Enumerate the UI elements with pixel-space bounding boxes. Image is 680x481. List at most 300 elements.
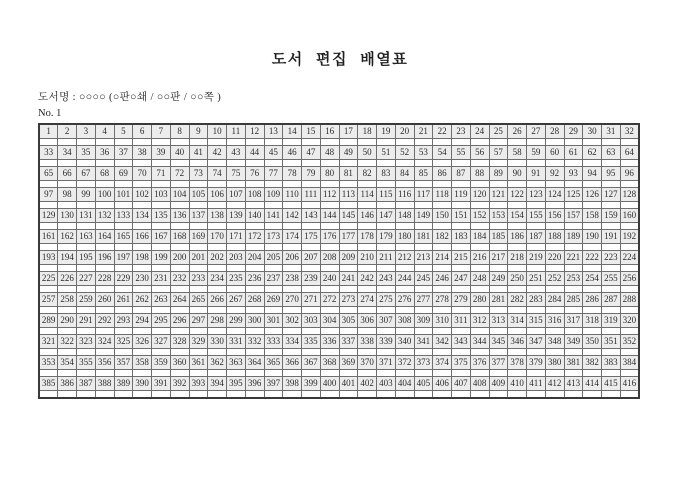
grid-cell: 62	[583, 146, 602, 160]
grid-cell: 177	[339, 230, 358, 244]
spacer-cell	[545, 181, 564, 188]
grid-cell: 254	[583, 272, 602, 286]
spacer-cell	[227, 181, 246, 188]
spacer-cell	[433, 139, 452, 146]
spacer-cell	[302, 328, 321, 335]
grid-cell: 394	[208, 377, 227, 391]
grid-cell: 268	[245, 293, 264, 307]
spacer-cell	[302, 265, 321, 272]
grid-cell: 214	[433, 251, 452, 265]
grid-cell: 359	[152, 356, 171, 370]
spacer-cell	[339, 286, 358, 293]
spacer-cell	[114, 391, 133, 398]
grid-cell: 194	[58, 251, 77, 265]
grid-cell: 231	[152, 272, 171, 286]
grid-cell: 227	[77, 272, 96, 286]
spacer-cell	[602, 307, 621, 314]
grid-cell: 49	[339, 146, 358, 160]
spacer-cell	[320, 328, 339, 335]
grid-cell: 170	[208, 230, 227, 244]
spacer-cell	[283, 265, 302, 272]
spacer-cell	[452, 139, 471, 146]
grid-cell: 256	[620, 272, 639, 286]
grid-cell: 379	[527, 356, 546, 370]
spacer-cell	[39, 328, 58, 335]
spacer-row	[39, 244, 639, 251]
grid-cell: 72	[170, 167, 189, 181]
spacer-cell	[208, 139, 227, 146]
spacer-cell	[264, 223, 283, 230]
spacer-cell	[508, 265, 527, 272]
table-row	[39, 188, 639, 202]
grid-cell: 276	[395, 293, 414, 307]
grid-cell: 310	[433, 314, 452, 328]
grid-cell: 262	[133, 293, 152, 307]
grid-cell: 416	[620, 377, 639, 391]
spacer-cell	[452, 391, 471, 398]
spacer-cell	[189, 244, 208, 251]
grid-cell: 275	[377, 293, 396, 307]
grid-cell: 130	[58, 209, 77, 223]
grid-cell: 185	[489, 230, 508, 244]
spacer-cell	[620, 139, 639, 146]
grid-cell: 68	[95, 167, 114, 181]
spacer-cell	[114, 181, 133, 188]
spacer-cell	[170, 223, 189, 230]
grid-cell: 135	[152, 209, 171, 223]
grid-cell: 167	[152, 230, 171, 244]
spacer-cell	[170, 328, 189, 335]
grid-cell: 78	[283, 167, 302, 181]
spacer-cell	[208, 202, 227, 209]
spacer-cell	[208, 391, 227, 398]
spacer-cell	[170, 139, 189, 146]
spacer-cell	[114, 328, 133, 335]
grid-cell: 100	[95, 188, 114, 202]
spacer-cell	[227, 307, 246, 314]
spacer-cell	[620, 328, 639, 335]
spacer-cell	[358, 307, 377, 314]
spacer-cell	[245, 391, 264, 398]
grid-cell: 32	[620, 124, 639, 139]
grid-cell: 293	[114, 314, 133, 328]
spacer-cell	[414, 349, 433, 356]
grid-cell: 376	[470, 356, 489, 370]
spacer-cell	[377, 328, 396, 335]
grid-cell: 292	[95, 314, 114, 328]
grid-cell: 306	[358, 314, 377, 328]
grid-cell: 267	[227, 293, 246, 307]
spacer-cell	[133, 181, 152, 188]
spacer-cell	[152, 181, 171, 188]
spacer-cell	[227, 265, 246, 272]
spacer-cell	[602, 139, 621, 146]
spacer-cell	[602, 181, 621, 188]
grid-cell: 353	[39, 356, 58, 370]
spacer-cell	[264, 307, 283, 314]
spacer-cell	[227, 286, 246, 293]
spacer-cell	[95, 223, 114, 230]
spacer-cell	[39, 202, 58, 209]
grid-cell: 406	[433, 377, 452, 391]
grid-cell: 298	[208, 314, 227, 328]
spacer-cell	[377, 181, 396, 188]
grid-cell: 5	[114, 124, 133, 139]
spacer-cell	[152, 370, 171, 377]
spacer-cell	[489, 370, 508, 377]
spacer-cell	[283, 202, 302, 209]
spacer-cell	[283, 307, 302, 314]
grid-cell: 26	[508, 124, 527, 139]
grid-cell: 147	[377, 209, 396, 223]
spacer-cell	[245, 202, 264, 209]
grid-cell: 278	[433, 293, 452, 307]
grid-cell: 191	[602, 230, 621, 244]
grid-cell: 195	[77, 251, 96, 265]
grid-cell: 240	[320, 272, 339, 286]
spacer-cell	[433, 223, 452, 230]
spacer-cell	[114, 265, 133, 272]
spacer-cell	[283, 370, 302, 377]
spacer-cell	[620, 244, 639, 251]
spacer-cell	[545, 328, 564, 335]
grid-cell: 44	[245, 146, 264, 160]
grid-cell: 183	[452, 230, 471, 244]
grid-cell: 120	[470, 188, 489, 202]
grid-cell: 282	[508, 293, 527, 307]
grid-cell: 313	[489, 314, 508, 328]
grid-cell: 75	[227, 167, 246, 181]
grid-cell: 241	[339, 272, 358, 286]
spacer-cell	[339, 160, 358, 167]
spacer-cell	[339, 244, 358, 251]
spacer-cell	[620, 202, 639, 209]
grid-cell: 34	[58, 146, 77, 160]
spacer-cell	[170, 244, 189, 251]
grid-cell: 304	[320, 314, 339, 328]
grid-cell: 216	[470, 251, 489, 265]
grid-cell: 380	[545, 356, 564, 370]
spacer-cell	[39, 286, 58, 293]
grid-cell: 365	[264, 356, 283, 370]
grid-cell: 81	[339, 167, 358, 181]
grid-cell: 249	[489, 272, 508, 286]
grid-cell: 103	[152, 188, 171, 202]
spacer-cell	[189, 160, 208, 167]
spacer-cell	[133, 307, 152, 314]
spacer-cell	[489, 244, 508, 251]
grid-cell: 97	[39, 188, 58, 202]
grid-cell: 50	[358, 146, 377, 160]
spacer-cell	[264, 328, 283, 335]
spacer-cell	[564, 370, 583, 377]
grid-cell: 37	[114, 146, 133, 160]
grid-cell: 363	[227, 356, 246, 370]
grid-cell: 399	[302, 377, 321, 391]
spacer-cell	[602, 202, 621, 209]
grid-cell: 269	[264, 293, 283, 307]
grid-cell: 339	[377, 335, 396, 349]
spacer-cell	[245, 349, 264, 356]
spacer-row	[39, 391, 639, 398]
spacer-cell	[302, 391, 321, 398]
spacer-cell	[77, 370, 96, 377]
grid-cell: 397	[264, 377, 283, 391]
spacer-cell	[527, 244, 546, 251]
spacer-cell	[395, 202, 414, 209]
spacer-cell	[508, 139, 527, 146]
spacer-cell	[339, 370, 358, 377]
spacer-cell	[245, 328, 264, 335]
grid-cell: 52	[395, 146, 414, 160]
grid-cell: 160	[620, 209, 639, 223]
grid-cell: 208	[320, 251, 339, 265]
grid-cell: 220	[545, 251, 564, 265]
grid-cell: 364	[245, 356, 264, 370]
spacer-cell	[95, 244, 114, 251]
grid-cell: 212	[395, 251, 414, 265]
spacer-cell	[39, 139, 58, 146]
spacer-cell	[208, 181, 227, 188]
grid-cell: 415	[602, 377, 621, 391]
grid-cell: 354	[58, 356, 77, 370]
spacer-cell	[583, 181, 602, 188]
spacer-cell	[452, 244, 471, 251]
spacer-cell	[620, 370, 639, 377]
spacer-cell	[414, 286, 433, 293]
grid-cell: 111	[302, 188, 321, 202]
grid-cell: 22	[433, 124, 452, 139]
grid-cell: 200	[170, 251, 189, 265]
spacer-cell	[377, 202, 396, 209]
spacer-cell	[470, 370, 489, 377]
grid-cell: 331	[227, 335, 246, 349]
spacer-cell	[170, 181, 189, 188]
grid-cell: 80	[320, 167, 339, 181]
spacer-cell	[320, 160, 339, 167]
spacer-cell	[170, 160, 189, 167]
spacer-cell	[489, 202, 508, 209]
grid-cell: 202	[208, 251, 227, 265]
spacer-cell	[227, 202, 246, 209]
grid-cell: 395	[227, 377, 246, 391]
spacer-cell	[283, 286, 302, 293]
grid-cell: 341	[414, 335, 433, 349]
spacer-cell	[152, 244, 171, 251]
grid-cell: 250	[508, 272, 527, 286]
grid-cell: 332	[245, 335, 264, 349]
grid-cell: 45	[264, 146, 283, 160]
spacer-cell	[58, 370, 77, 377]
grid-cell: 39	[152, 146, 171, 160]
grid-cell: 318	[583, 314, 602, 328]
grid-cell: 291	[77, 314, 96, 328]
spacer-cell	[208, 160, 227, 167]
spacer-cell	[339, 223, 358, 230]
grid-cell: 348	[545, 335, 564, 349]
spacer-cell	[339, 202, 358, 209]
grid-cell: 65	[39, 167, 58, 181]
grid-cell: 48	[320, 146, 339, 160]
spacer-cell	[545, 307, 564, 314]
spacer-cell	[452, 223, 471, 230]
spacer-cell	[564, 160, 583, 167]
grid-cell: 140	[245, 209, 264, 223]
spacer-cell	[489, 181, 508, 188]
spacer-row	[39, 307, 639, 314]
table-row	[39, 272, 639, 286]
spacer-cell	[620, 349, 639, 356]
grid-cell: 63	[602, 146, 621, 160]
grid-cell: 176	[320, 230, 339, 244]
spacer-cell	[377, 223, 396, 230]
grid-cell: 94	[583, 167, 602, 181]
spacer-cell	[414, 160, 433, 167]
grid-cell: 238	[283, 272, 302, 286]
grid-cell: 383	[602, 356, 621, 370]
grid-cell: 393	[189, 377, 208, 391]
spacer-cell	[227, 244, 246, 251]
grid-cell: 247	[452, 272, 471, 286]
grid-cell: 173	[264, 230, 283, 244]
grid-cell: 237	[264, 272, 283, 286]
grid-cell: 187	[527, 230, 546, 244]
grid-cell: 165	[114, 230, 133, 244]
grid-cell: 352	[620, 335, 639, 349]
grid-cell: 143	[302, 209, 321, 223]
grid-cell: 16	[320, 124, 339, 139]
spacer-cell	[152, 307, 171, 314]
grid-cell: 207	[302, 251, 321, 265]
grid-cell: 29	[564, 124, 583, 139]
spacer-cell	[489, 307, 508, 314]
spacer-row	[39, 223, 639, 230]
spacer-cell	[395, 328, 414, 335]
spacer-cell	[320, 370, 339, 377]
grid-cell: 411	[527, 377, 546, 391]
grid-cell: 307	[377, 314, 396, 328]
grid-cell: 15	[302, 124, 321, 139]
grid-cell: 8	[170, 124, 189, 139]
spacer-cell	[433, 328, 452, 335]
spacer-cell	[77, 160, 96, 167]
spacer-cell	[358, 328, 377, 335]
spacer-cell	[339, 349, 358, 356]
spacer-cell	[39, 181, 58, 188]
grid-cell: 328	[170, 335, 189, 349]
arrangement-table-body	[39, 124, 639, 398]
spacer-cell	[189, 370, 208, 377]
spacer-cell	[508, 223, 527, 230]
grid-cell: 189	[564, 230, 583, 244]
grid-cell: 204	[245, 251, 264, 265]
spacer-cell	[189, 286, 208, 293]
grid-cell: 85	[414, 167, 433, 181]
spacer-cell	[527, 139, 546, 146]
grid-cell: 414	[583, 377, 602, 391]
grid-cell: 92	[545, 167, 564, 181]
spacer-cell	[302, 139, 321, 146]
grid-cell: 303	[302, 314, 321, 328]
grid-cell: 263	[152, 293, 171, 307]
grid-cell: 378	[508, 356, 527, 370]
grid-cell: 41	[189, 146, 208, 160]
spacer-cell	[245, 160, 264, 167]
spacer-row	[39, 181, 639, 188]
spacer-cell	[77, 391, 96, 398]
grid-cell: 389	[114, 377, 133, 391]
spacer-cell	[470, 181, 489, 188]
spacer-cell	[395, 370, 414, 377]
grid-cell: 243	[377, 272, 396, 286]
spacer-cell	[320, 139, 339, 146]
spacer-cell	[395, 349, 414, 356]
spacer-cell	[452, 265, 471, 272]
grid-cell: 296	[170, 314, 189, 328]
grid-cell: 7	[152, 124, 171, 139]
grid-cell: 89	[489, 167, 508, 181]
spacer-cell	[377, 286, 396, 293]
spacer-cell	[264, 160, 283, 167]
spacer-cell	[508, 370, 527, 377]
document-title: 도서 편집 배열표	[271, 52, 409, 68]
spacer-cell	[470, 139, 489, 146]
grid-cell: 192	[620, 230, 639, 244]
spacer-cell	[414, 202, 433, 209]
spacer-cell	[320, 265, 339, 272]
grid-cell: 161	[39, 230, 58, 244]
grid-cell: 258	[58, 293, 77, 307]
spacer-cell	[77, 265, 96, 272]
grid-cell: 123	[527, 188, 546, 202]
grid-cell: 344	[470, 335, 489, 349]
grid-cell: 300	[245, 314, 264, 328]
spacer-cell	[583, 391, 602, 398]
spacer-cell	[489, 160, 508, 167]
table-row	[39, 167, 639, 181]
grid-cell: 54	[433, 146, 452, 160]
grid-cell: 53	[414, 146, 433, 160]
spacer-cell	[58, 181, 77, 188]
spacer-cell	[470, 328, 489, 335]
spacer-cell	[227, 391, 246, 398]
spacer-cell	[433, 181, 452, 188]
grid-cell: 12	[245, 124, 264, 139]
spacer-cell	[264, 181, 283, 188]
grid-cell: 164	[95, 230, 114, 244]
grid-cell: 371	[377, 356, 396, 370]
grid-cell: 11	[227, 124, 246, 139]
grid-cell: 361	[189, 356, 208, 370]
grid-cell: 381	[564, 356, 583, 370]
grid-cell: 367	[302, 356, 321, 370]
spacer-cell	[264, 244, 283, 251]
grid-cell: 358	[133, 356, 152, 370]
grid-cell: 375	[452, 356, 471, 370]
spacer-cell	[620, 223, 639, 230]
spacer-cell	[489, 349, 508, 356]
spacer-cell	[489, 286, 508, 293]
spacer-cell	[433, 286, 452, 293]
spacer-cell	[339, 139, 358, 146]
grid-cell: 229	[114, 272, 133, 286]
spacer-row	[39, 328, 639, 335]
table-row	[39, 377, 639, 391]
spacer-cell	[208, 265, 227, 272]
book-info-line: 도서명 : ○○○○ (○판○쇄 / ○○판 / ○○쪽 )	[38, 92, 222, 103]
grid-cell: 236	[245, 272, 264, 286]
spacer-cell	[39, 349, 58, 356]
